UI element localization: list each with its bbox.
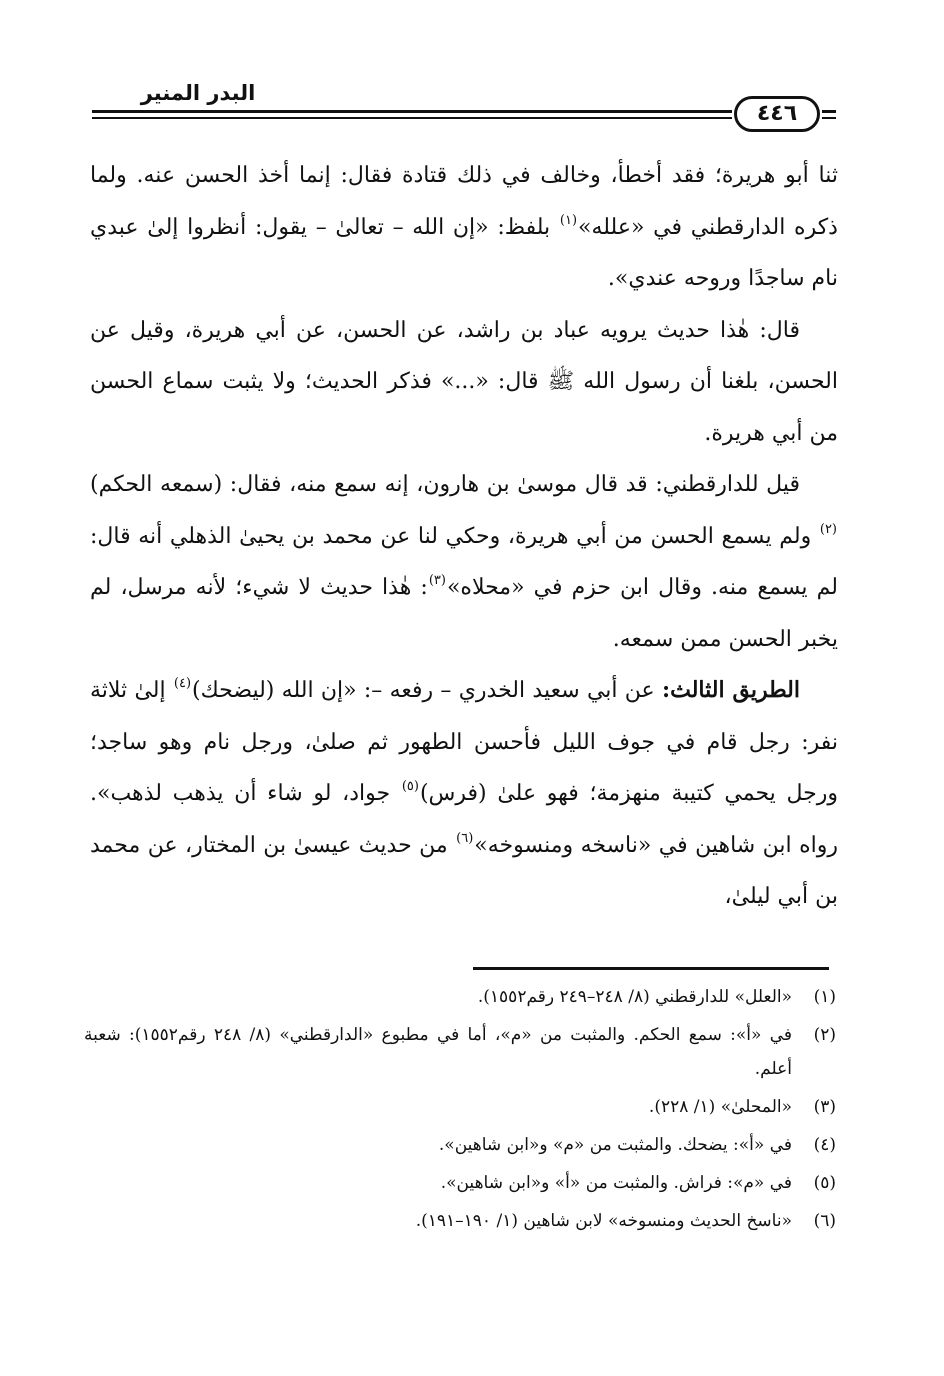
footnote-ref: (٣) [428, 573, 446, 588]
paragraph: قال: هٰذا حديث يرويه عباد بن راشد، عن الحسن، عن أبي هريرة، وقيل عن الحسن، بلغنا أن رسول الله ﷺ قال: «...» فذكر الحديث؛ ولا يثبت سماع الحسن من أبي هريرة. [90, 317, 838, 446]
footnote-number: (٤) [813, 1135, 836, 1155]
footnote-ref: (٥) [401, 779, 419, 794]
paragraph-text: عن أبي سعيد الخدري – رفعه –: «إن الله (ليضحك)$^{(٤)}$ إلىٰ ثلاثة نفر: رجل قام في جوف الليل فأحسن الطهور ثم صلىٰ، ورجل نام وهو ساجد؛ ورجل يحمي كتيبة منهزمة؛ فهو علىٰ (فرس)$^{(٥)}$ جواد، لو شاء أن يذهب لذهب». رواه ابن شاهين في «ناسخه ومنسوخه»$^{(٦)}$ من حديث عيسىٰ بن المختار، عن محمد بن أبي ليلىٰ، [90, 676, 838, 909]
paragraph: ثنا أبو هريرة؛ فقد أخطأ، وخالف في ذلك قتادة فقال: إنما أخذ الحسن عنه. ولما ذكره الدارقطني في «علله»$^{(١)}$ بلفظ: «إن الله – تعالىٰ – يقول: أنظروا إلىٰ عبدي نام ساجدًا وروحه عندي». [90, 163, 838, 291]
running-title: البدر المنير [140, 81, 256, 105]
footnote-number: (٦) [813, 1211, 836, 1231]
footnote [84, 1018, 836, 1086]
footnote-number: (٥) [813, 1173, 836, 1193]
header-rule-top [92, 110, 732, 113]
footnote-number: (١) [813, 987, 836, 1007]
footnote [84, 1090, 836, 1124]
footnote-ref: (١) [559, 212, 578, 228]
header-rule-stub-top [822, 110, 836, 113]
section-lead: الطريق الثالث: [661, 677, 800, 703]
footnote-text: «المحلىٰ» (١/ ٢٢٨). [648, 1097, 792, 1117]
footnote-ref: (٤) [173, 676, 192, 691]
footnote [84, 1204, 836, 1238]
footnote-ref: (٦) [456, 830, 474, 846]
footnote-text: في «أ»: يضحك. والمثبت من «م» و«ابن شاهين». [438, 1135, 792, 1155]
paragraph [90, 665, 838, 923]
header-rule-bottom [92, 117, 732, 119]
footnote-text: «العلل» للدارقطني (٨/ ٢٤٨–٢٤٩ رقم١٥٥٢). [477, 987, 792, 1007]
footnote-text: «ناسخ الحديث ومنسوخه» لابن شاهين (١/ ١٩٠–١٩١). [415, 1211, 792, 1231]
footnote-text: في «م»: فراش. والمثبت من «أ» و«ابن شاهين». [440, 1173, 792, 1193]
footnote-ref: (٢) [819, 521, 837, 537]
main-text [90, 150, 838, 923]
footnotes [84, 980, 836, 1242]
footnote-number: (٣) [813, 1097, 836, 1117]
footnote [84, 980, 836, 1014]
paragraph: قيل للدارقطني: قد قال موسىٰ بن هارون، إنه سمع منه، فقال: (سمعه الحكم)$^{(٢)}$ ولم يسمع الحسن من أبي هريرة، وحكي لنا عن محمد بن يحيىٰ الذهلي أنه قال: لم يسمع منه. وقال ابن حزم في «محلاه»$^{(٣)}$: هٰذا حديث لا شيء؛ لأنه مرسل، لم يخبر الحسن ممن سمعه. [90, 472, 838, 652]
footnote-text: في «أ»: سمع الحكم. والمثبت من «م»، أما في مطبوع «الدارقطني» (٨/ ٢٤٨ رقم١٥٥٢): شعبة أعلم. [84, 1025, 793, 1079]
footnote [84, 1166, 836, 1200]
header-rule-stub-bottom [822, 117, 836, 119]
footnote-separator [473, 967, 829, 970]
page-number: ٤٤٦ [734, 96, 820, 132]
footnote-number: (٢) [813, 1025, 836, 1045]
footnote [84, 1128, 836, 1162]
